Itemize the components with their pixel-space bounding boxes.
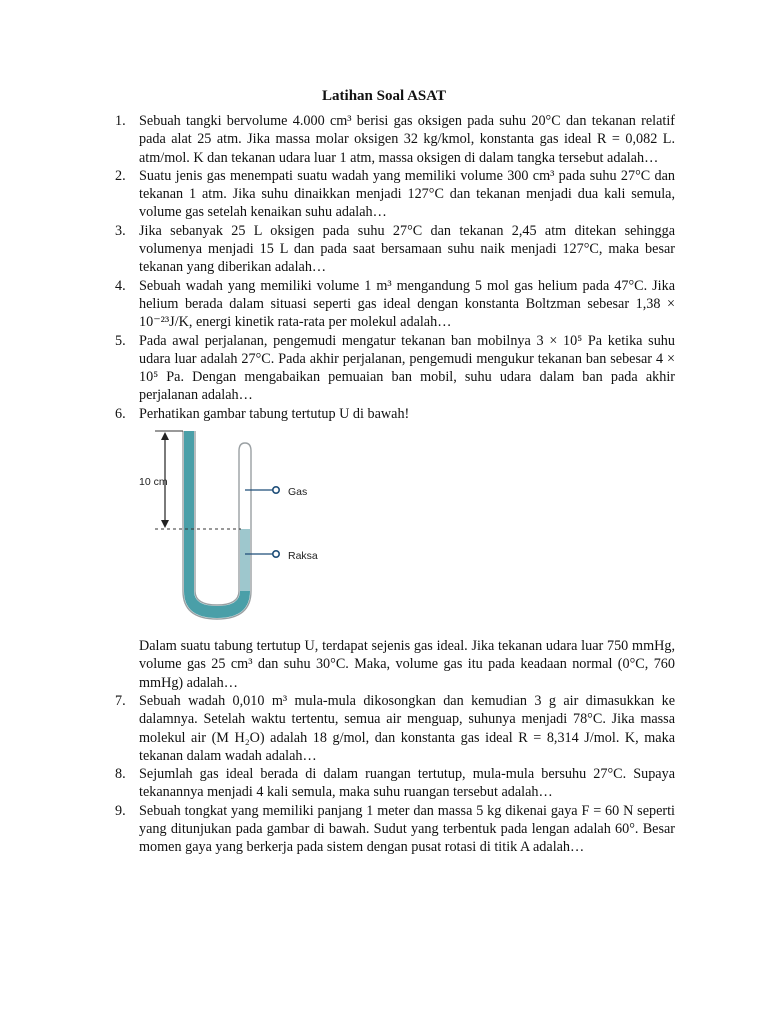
question-text: Sebuah wadah 0,010 m³ mula-mula dikosongkan dan kemudian 3 g air dimasukkan ke dalamnya. Setelah waktu tertentu, semua air menguap, suhunya menjadi 78°C. Jika massa molekul air (M H₂O) adalah 18 g/mol, dan konstanta gas ideal R = 8,314 J/mol. K, maka tekanan dalam wadah adalah…	[139, 692, 675, 764]
question-text: Jika sebanyak 25 L oksigen pada suhu 27°C dan tekanan 2,45 atm ditekan sehingga volumenya menjadi 15 L dan pada saat bersamaan suhu naik menjadi 127°C, maka besar tekanan yang diberikan adalah…	[139, 222, 675, 276]
question-text: Perhatikan gambar tabung tertutup U di bawah!	[139, 405, 410, 422]
question-text: Sebuah wadah yang memiliki volume 1 m³ mengandung 5 mol gas helium pada 47°C. Jika helium berada dalam situasi seperti gas ideal dengan konstanta Boltzman sebesar 1,38 × 10⁻²³J/K, energi kinetik rata-rata per molekul adalah…	[139, 277, 675, 331]
question-number: 7.	[115, 692, 126, 709]
mercury-right-column	[240, 529, 250, 591]
question-number: 4.	[115, 277, 126, 294]
question-text: Suatu jenis gas menempati suatu wadah yang memiliki volume 300 cm³ pada suhu 27°C dan tekanan 1 atm. Jika suhu dinaikkan menjadi 127°C dan tekanan menjadi dua kali semula, volume gas setelah kenaikan suhu adalah…	[139, 167, 675, 221]
question-3	[115, 222, 675, 277]
height-label: 10 cm	[139, 476, 168, 489]
question-9	[115, 802, 675, 857]
question-text: Pada awal perjalanan, pengemudi mengatur tekanan ban mobilnya 3 × 10⁵ Pa ketika suhu udara luar adalah 27°C. Pada akhir perjalanan, pengemudi mengukur tekanan ban sebesar 4 × 10⁵ Pa. Dengan mengabaikan pemuaian ban mobil, suhu udara dalam ban pada akhir perjalanan adalah…	[139, 332, 675, 404]
mercury-label: Raksa	[288, 550, 318, 563]
question-caption: Dalam suatu tabung tertutup U, terdapat sejenis gas ideal. Jika tekanan udara luar 750 mmHg, volume gas 25 cm³ dan suhu 30°C. Maka, volume gas itu pada keadaan normal (0°C, 760 mmHg) adalah…	[139, 638, 675, 691]
question-number: 5.	[115, 332, 126, 349]
gas-label: Gas	[288, 486, 308, 499]
arrow-head-up-icon	[161, 432, 169, 440]
question-number: 6.	[115, 405, 126, 422]
question-number: 3.	[115, 222, 126, 239]
question-6	[115, 405, 675, 692]
question-7	[115, 692, 675, 765]
mercury-pointer-dot-icon	[273, 551, 279, 557]
question-number: 1.	[115, 113, 126, 129]
question-text: Sebuah tangki bervolume 4.000 cm³ berisi gas oksigen pada suhu 20°C dan tekanan relatif pada alat 25 atm. Jika massa molar oksigen 32 kg/kmol, konstanta gas ideal R = 0,082 L. atm/mol. K dan tekanan udara luar 1 atm, massa oksigen di dalam tangka tersebut adalah…	[139, 113, 675, 166]
question-list	[115, 112, 675, 857]
question-text: Sejumlah gas ideal berada di dalam ruangan tertutup, mula-mula bersuhu 27°C. Supaya tekanannya menjadi 4 kali semula, maka suhu ruangan tersebut adalah…	[139, 766, 675, 801]
u-tube-diagram	[131, 423, 351, 637]
question-1	[115, 112, 675, 167]
question-number: 2.	[115, 167, 126, 184]
gas-pointer-dot-icon	[273, 487, 279, 493]
question-2	[115, 167, 675, 222]
question-number: 8.	[115, 766, 126, 783]
question-8	[115, 765, 675, 802]
question-number: 9.	[115, 802, 126, 819]
u-tube-figure	[139, 423, 675, 637]
question-4	[115, 277, 675, 332]
arrow-head-down-icon	[161, 520, 169, 528]
question-text: Sebuah tongkat yang memiliki panjang 1 meter dan massa 5 kg dikenai gaya F = 60 N seperti yang ditunjukan pada gambar di bawah. Sudut yang terbentuk pada lengan adalah 60°. Besar momen gaya yang berkerja pada sistem dengan pusat rotasi di titik A adalah…	[139, 802, 675, 856]
document-title: Latihan Soal ASAT	[322, 88, 446, 104]
question-5	[115, 332, 675, 405]
